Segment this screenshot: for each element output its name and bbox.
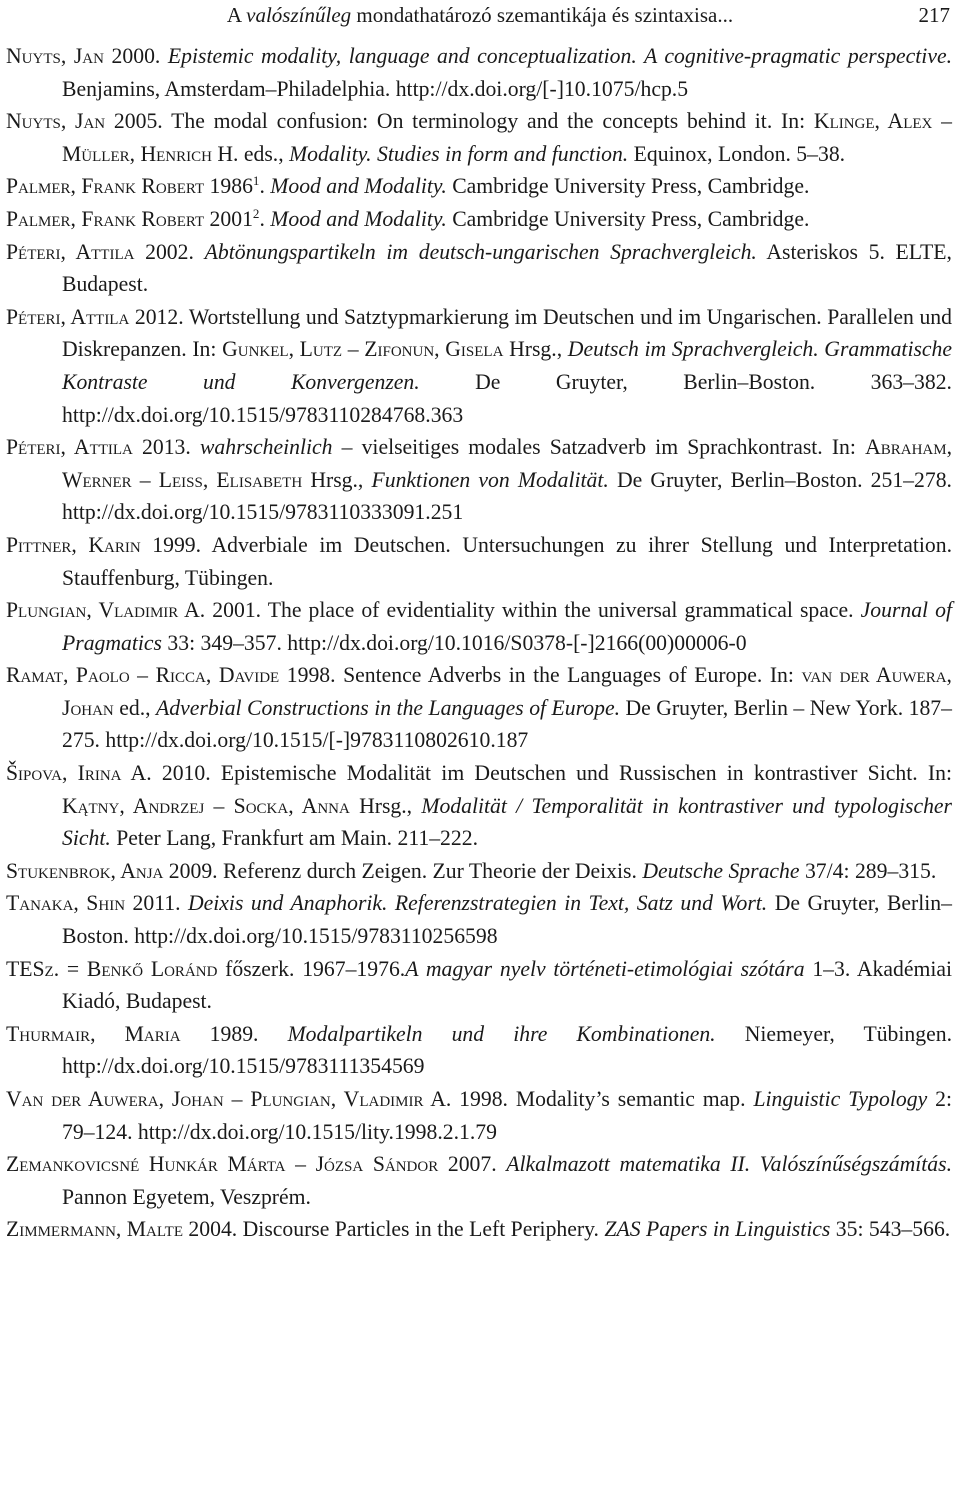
reference-text: főszerk. 1967–1976. (217, 956, 406, 981)
reference-title: Funktionen von Modalität. (371, 467, 609, 492)
reference-author: Zimmermann, Malte (6, 1217, 183, 1242)
reference-author: Péteri, Attila (6, 239, 135, 264)
reference-text: – vielseitiges modales Satzadverb im Sprachkontrast. In: (332, 435, 866, 460)
reference-text: Cambridge University Press, Cambridge. (446, 206, 810, 231)
reference-author: Péteri, Attila (6, 435, 133, 460)
reference-entry (6, 1213, 952, 1246)
reference-entry (6, 301, 952, 431)
reference-title: Journal of Pragmatics (62, 598, 952, 655)
reference-text: 2001 (204, 206, 253, 231)
reference-author: Gunkel, Lutz – Zifonun, Gisela (222, 337, 504, 362)
reference-text: . (259, 174, 271, 199)
reference-entry (6, 1083, 952, 1148)
reference-text: 2001. The place of evidentiality within the universal grammatical space. (205, 598, 861, 623)
reference-text: 37/4: 289–315. (799, 858, 937, 883)
reference-author: Šipova, Irina A. (6, 761, 152, 786)
reference-text: 1999. Adverbiale im Deutschen. Untersuchungen zu ihrer Stellung und Interpretation. Stauffenburg, Tübingen. (62, 532, 952, 590)
reference-text: 2004. Discourse Particles in the Left Periphery. (183, 1217, 605, 1242)
reference-edition: 1 (252, 173, 260, 189)
reference-text: 1986 (204, 174, 253, 199)
running-title-pre: A (226, 3, 247, 27)
reference-entry (6, 659, 952, 757)
reference-title: Modalpartikeln und ihre Kombinationen. (287, 1021, 716, 1046)
reference-text: . (259, 206, 271, 231)
reference-title: Deutsche Sprache (642, 858, 800, 883)
reference-text: Hrsg., (302, 467, 372, 492)
reference-author: Pittner, Karin (6, 532, 141, 557)
running-title (0, 2, 960, 28)
reference-text: 1989. (180, 1021, 288, 1046)
reference-text: Asteriskos 5. ELTE, Budapest. (62, 239, 952, 297)
reference-text: 2000. (103, 44, 168, 68)
reference-text: eds., (238, 141, 290, 166)
reference-title: Mood and Modality. (270, 206, 447, 231)
reference-text: 33: 349–357. http://dx.doi.org/10.1016/S0378-[-]2166(00)00006-0 (162, 630, 747, 655)
reference-author: Péteri, Attila (6, 304, 130, 329)
reference-entry (6, 887, 952, 952)
reference-text: Hrsg., (503, 337, 568, 362)
reference-text: ed., (113, 695, 157, 720)
reference-text: 35: 543–566. (830, 1217, 951, 1242)
reference-title: Modality. Studies in form and function. (289, 141, 629, 166)
reference-author: Nuyts, Jan (6, 109, 106, 134)
reference-entry (6, 431, 952, 529)
page-number: 217 (918, 3, 950, 27)
reference-text: 1998. Modality’s semantic map. (451, 1087, 754, 1111)
reference-text: De Gruyter, Berlin–Boston. 363–382. http://dx.doi.org/10.1515/9783110284768.363 (62, 369, 952, 427)
reference-title: Abtönungspartikeln im deutsch-ungarischen Sprachvergleich. (204, 239, 757, 264)
reference-text: Peter Lang, Frankfurt am Main. 211–222. (110, 826, 479, 851)
reference-entry (6, 757, 952, 855)
reference-author: TESz. = Benkő Loránd (6, 956, 218, 981)
reference-title: Mood and Modality. (270, 174, 447, 199)
reference-author: Nuyts, Jan (6, 44, 104, 68)
reference-author: Zemankovicsné Hunkár Márta – Józsa Sándor (6, 1152, 439, 1177)
reference-title: ZAS Papers in Linguistics (604, 1217, 831, 1242)
reference-title: Alkalmazott matematika II. Valószínűségszámítás. (506, 1152, 953, 1177)
reference-text: 2010. Epistemische Modalität im Deutschen und Russischen in kontrastiver Sicht. In: (151, 761, 952, 786)
reference-author: Klinge, Alex – Müller, Henrich H. (62, 109, 952, 166)
running-header (0, 2, 960, 28)
reference-text: 2002. (134, 239, 205, 264)
reference-list (6, 40, 952, 1246)
reference-entry (6, 203, 952, 236)
reference-text: 2009. Referenz durch Zeigen. Zur Theorie der Deixis. (163, 858, 643, 883)
reference-entry (6, 1018, 952, 1083)
reference-text: Niemeyer, Tübingen. http://dx.doi.org/10.1515/9783111354569 (62, 1021, 953, 1079)
reference-text: Equinox, London. 5–38. (628, 141, 846, 166)
reference-author: van der Auwera, Johan (62, 663, 952, 720)
reference-entry (6, 236, 952, 301)
reference-text: 1998. Sentence Adverbs in the Languages of Europe. In: (279, 663, 802, 688)
reference-entry (6, 529, 952, 594)
reference-title: Adverbial Constructions in the Languages of Europe. (156, 695, 620, 720)
reference-entry (6, 953, 952, 1018)
reference-title: Epistemic modality, language and conceptualization. A cognitive-pragmatic perspective. (167, 44, 953, 68)
reference-text: 2007. (438, 1152, 507, 1177)
reference-author: Abraham, Werner – Leiss, Elisabeth (62, 435, 952, 492)
reference-text: 2005. The modal confusion: On terminology and the concepts behind it. In: (105, 109, 814, 134)
reference-title: Deutsch im Sprachvergleich. Grammatische Kontraste und Konvergenzen. (62, 337, 953, 394)
reference-author: Ramat, Paolo – Ricca, Davide (6, 663, 280, 688)
reference-text: De Gruyter, Berlin–Boston. 251–278. http://dx.doi.org/10.1515/9783110333091.251 (62, 467, 952, 525)
running-title-post: mondathatározó szemantikája és szintaxisa... (351, 3, 734, 27)
reference-author: Palmer, Frank Robert (6, 174, 205, 199)
reference-title: Linguistic Typology (753, 1087, 928, 1111)
reference-author: Plungian, Vladimir A. (6, 598, 206, 623)
reference-author: Kątny, Andrzej – Socka, Anna (62, 793, 350, 818)
reference-text: Hrsg., (349, 793, 422, 818)
reference-entry (6, 105, 952, 170)
reference-text: Pannon Egyetem, Veszprém. (62, 1184, 311, 1209)
reference-text: 1–3. Akadémiai Kiadó, Budapest. (62, 956, 952, 1014)
reference-text: De Gruyter, Berlin – New York. 187–275. http://dx.doi.org/10.1515/[-]9783110802610.187 (62, 695, 952, 753)
reference-entry (6, 40, 952, 105)
reference-title: A magyar nyelv történeti-etimológiai szótára (405, 956, 805, 981)
reference-edition: 2 (252, 205, 260, 221)
reference-text: Cambridge University Press, Cambridge. (446, 174, 810, 199)
reference-text: 2011. (125, 891, 188, 916)
reference-author: Van der Auwera, Johan – Plungian, Vladimir A. (6, 1087, 452, 1111)
reference-entry (6, 855, 952, 888)
reference-title: Modalität / Temporalität in kontrastiver und typologischer Sicht. (62, 793, 952, 851)
reference-text: De Gruyter, Berlin–Boston. http://dx.doi.org/10.1515/9783110256598 (62, 891, 952, 949)
reference-author: Palmer, Frank Robert (6, 206, 205, 231)
reference-text: 2012. Wortstellung und Satztypmarkierung im Deutschen und im Ungarischen. Parallelen und Diskrepanzen. In: (62, 304, 952, 362)
reference-entry (6, 594, 952, 659)
reference-entry (6, 1148, 952, 1213)
reference-author: Tanaka, Shin (6, 891, 126, 916)
reference-author: Thurmair, Maria (6, 1021, 181, 1046)
reference-title: wahrscheinlich (199, 435, 333, 460)
running-title-italic: valószínűleg (246, 3, 352, 27)
reference-text: 2013. (132, 435, 200, 460)
reference-text: Benjamins, Amsterdam–Philadelphia. http://dx.doi.org/[-]10.1075/hcp.5 (62, 76, 689, 101)
reference-entry (6, 170, 952, 203)
reference-title: Deixis und Anaphorik. Referenzstrategien in Text, Satz und Wort. (187, 891, 768, 916)
reference-author: Stukenbrok, Anja (6, 858, 164, 883)
reference-text: 2: 79–124. http://dx.doi.org/10.1515/lity.1998.2.1.79 (62, 1087, 952, 1144)
